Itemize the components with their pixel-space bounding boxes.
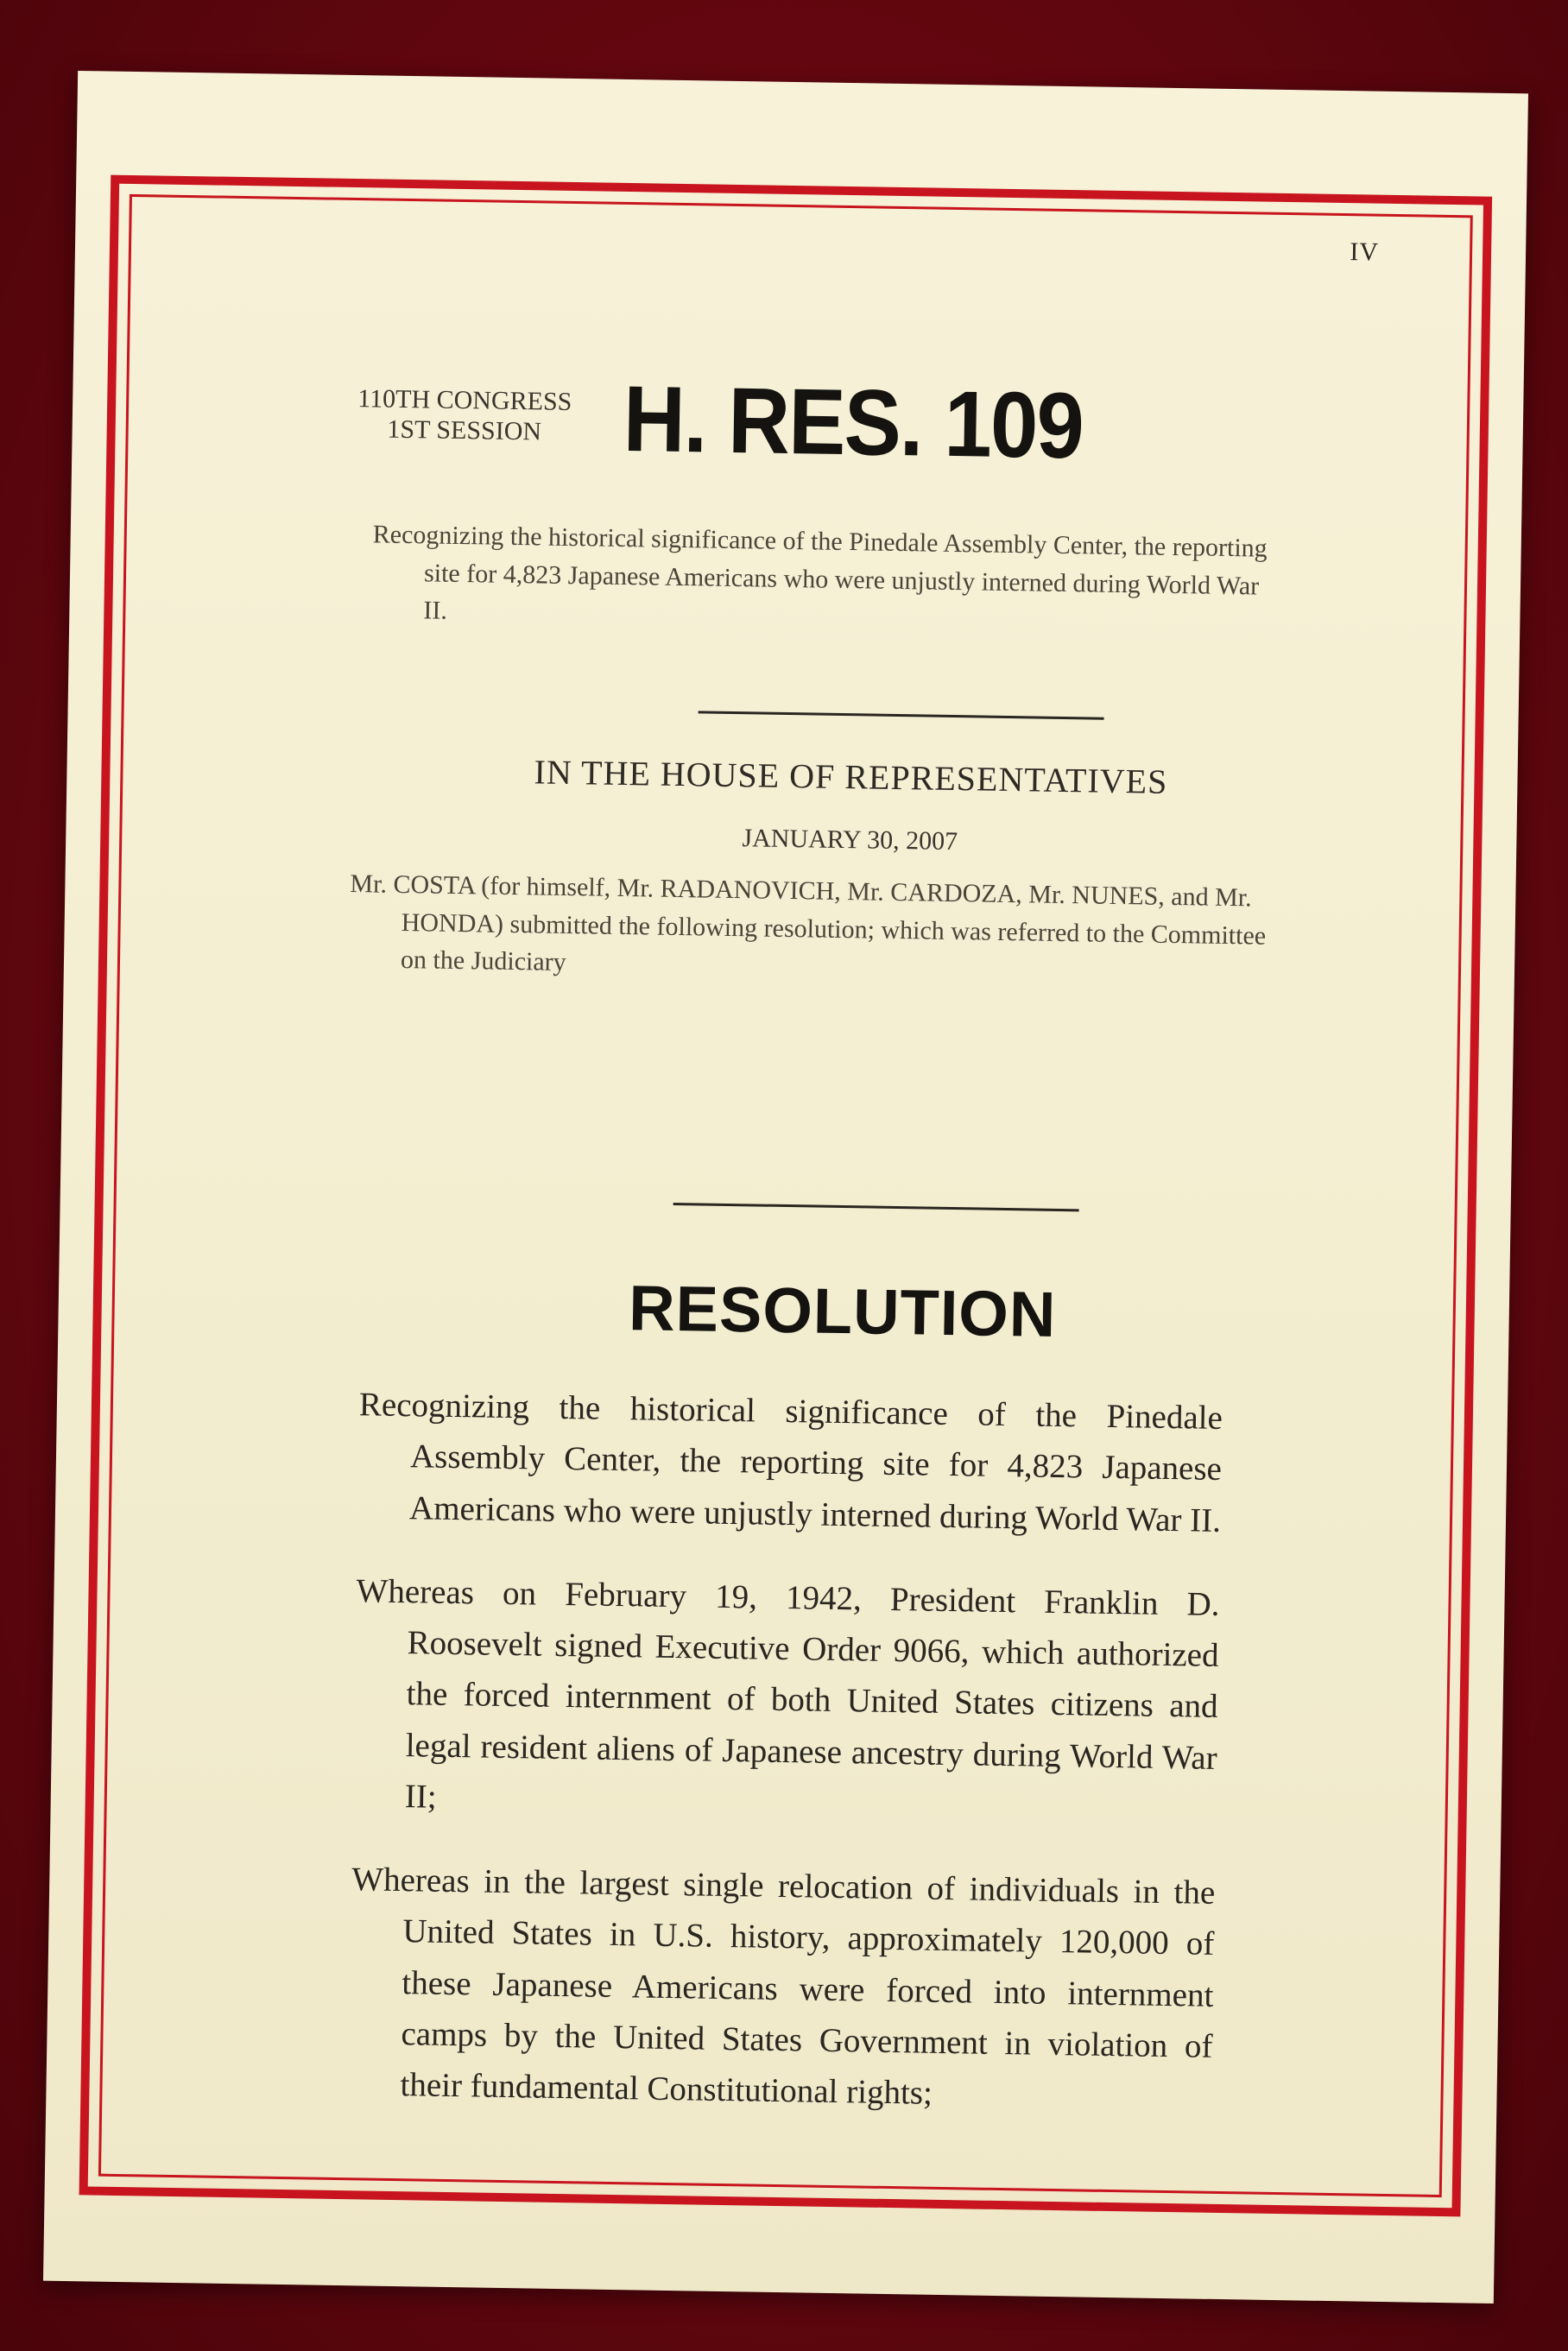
synopsis: Recognizing the historical significance of the Pinedale Assembly Center, the reporting site for 4,823 Japanese Americans who were unjustly interned during World War II.: [372, 520, 1268, 625]
bill-header: [357, 360, 1123, 480]
bill-number: H. RES. 109: [623, 365, 1084, 478]
preamble-paragraph: Recognizing the historical significance of the Pinedale Assembly Center, the reporting site for 4,823 Japanese Americans who were unjustly interned during World War II.: [358, 1386, 1223, 1539]
congress-label: 110TH CONGRESS: [357, 384, 572, 416]
document-mat: [43, 71, 1528, 2304]
session-label: 1ST SESSION: [387, 414, 542, 446]
congress-session: [357, 384, 572, 447]
resolution-body: [348, 1379, 1223, 2156]
whereas-clause: Whereas in the largest single relocation of individuals in the United States in U.S. history, approximately 120,000 of these Japanese Americans were forced into internment camps by the United States Government in violation of their fundamental Constitutional rights;: [351, 1861, 1216, 2112]
sponsors-statement: Mr. COSTA (for himself, Mr. RADANOVICH, Mr. CARDOZA, Mr. NUNES, and Mr. HONDA) submitted the following resolution; which was referred to the Committee on the Judiciary: [350, 869, 1267, 976]
house-heading: IN THE HOUSE OF REPRESENTATIVES: [534, 752, 1168, 801]
page-number: IV: [1350, 237, 1380, 267]
resolution-title: RESOLUTION: [628, 1272, 1057, 1350]
whereas-clause: Whereas on February 19, 1942, President Franklin D. Roosevelt signed Executive Order 9066, which authorized the forced internment of both United States citizens and legal resident aliens of Japanese ancestry during World War II;: [356, 1572, 1220, 1816]
introduction-date: JANUARY 30, 2007: [742, 824, 958, 856]
